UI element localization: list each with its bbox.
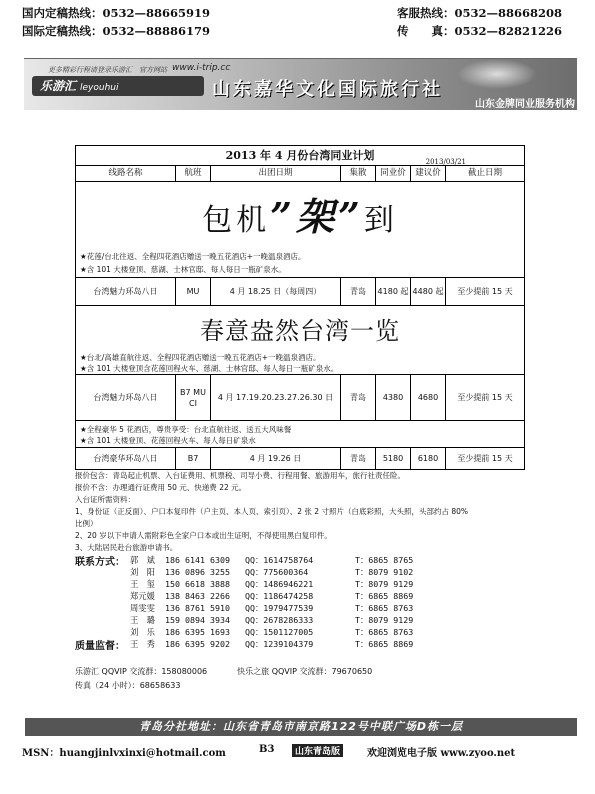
departure-date: 4 月 18.25 日（每周四）: [211, 278, 341, 305]
section3-note2: ★含 101 大楼登顶、花莲回程火车、每人每日矿泉水: [80, 436, 256, 445]
contacts-label: 联系方式：: [75, 557, 125, 568]
header-route: 线路名称: [76, 166, 176, 181]
info-line: 比例）: [75, 519, 98, 528]
qq-group-2: 快乐之旅 QQVIP 交流群：79670650: [237, 667, 373, 676]
gather-city: 青岛: [341, 375, 376, 420]
deadline: 至少提前 15 天: [457, 393, 513, 402]
leyouhui-logo: [32, 76, 204, 96]
suggest-price: 6180: [411, 448, 446, 469]
suggest-price: 4680: [411, 375, 446, 420]
contact-phone: 159 0894 3934: [165, 615, 230, 625]
contact-name: 王 玺: [130, 579, 155, 589]
suggest-price: 4480 起: [411, 278, 446, 305]
deadline: 至少提前 15 天: [457, 287, 513, 296]
international-hotline: 国际定稿热线：0532—88886179: [22, 24, 211, 38]
contact-tel: T：6865 8763: [355, 603, 414, 613]
banner-tagline: 更多精彩行程请登录乐游汇 官方网站: [48, 66, 167, 74]
msn-contact: MSN：huangjinlvxinxi@hotmail.com: [22, 748, 226, 759]
contact-name: 刘 阳: [130, 567, 155, 577]
contact-tel: T：6865 8763: [355, 627, 414, 637]
branch-address: 青岛分社地址：山东省青岛市南京路122号中联广场D栋一层: [25, 718, 577, 736]
hotlines: [22, 4, 577, 48]
banner-decoration: [457, 59, 537, 89]
section1-note2: ★含 101 大楼登顶、慈湖、士林官邸、每人每日一瓶矿泉水。: [80, 265, 286, 274]
welcome-text[interactable]: 欢迎浏览电子版 www.zyoo.net: [367, 748, 516, 759]
info-line: 3、大陆居民赴台旅游申请书。: [75, 543, 178, 552]
fax-24h: 传真（24 小时）：68658633: [75, 681, 181, 690]
gather-city: 青岛: [341, 278, 376, 305]
plan-title: [76, 146, 524, 166]
gather-city: 青岛: [341, 448, 376, 469]
contact-name: 郑元媛: [130, 591, 155, 601]
contact-tel: T：8079 9129: [355, 579, 414, 589]
contact-phone: 136 8761 5910: [165, 603, 230, 613]
table-row: [76, 278, 524, 306]
contact-qq: QQ：1979477539: [245, 603, 314, 613]
contact-phone: 138 8463 2266: [165, 591, 230, 601]
departure-date: 4 月 19.26 日: [211, 448, 341, 469]
section2-note1: ★台北/高雄直航往返、全程四花酒店赠送一晚五花酒店+一晚温泉酒店。: [80, 353, 321, 362]
header-suggest-price: 建议价: [411, 166, 446, 181]
header-trade-price: 同业价: [376, 166, 411, 181]
contact-phone: 136 0896 3255: [165, 567, 230, 577]
headline-spring: 春意盎然台湾一览: [200, 317, 400, 345]
trade-price: 4380: [376, 375, 411, 420]
edition-badge: 山东青岛版: [292, 744, 343, 757]
company-name: 山东嘉华文化国际旅行社: [212, 79, 443, 100]
header-date: 出团日期: [211, 166, 341, 181]
contact-name: 郭 斌: [130, 555, 155, 565]
logo-text-en: leyouhui: [80, 83, 119, 93]
headline-charter: [76, 186, 524, 241]
contact-tel: T：8079 9129: [355, 615, 414, 625]
contact-tel: T：8079 9102: [355, 567, 414, 577]
info-line: 1、身份证（正反面）、户口本复印件（户主页、本人页、索引页）、2 张 2 寸照片（白底彩照，大头照，头部约占 80%: [75, 507, 469, 516]
contact-qq: QQ：1239104379: [245, 639, 314, 649]
header-gather: 集散: [341, 166, 376, 181]
logo-text: 乐游汇: [40, 79, 77, 93]
contact-qq: QQ：1186474258: [245, 591, 314, 601]
plan-date: 2013/03/21: [425, 158, 466, 166]
contact-name: 王 璐: [130, 615, 155, 625]
website-link[interactable]: www.i-trip.cc: [172, 63, 231, 73]
contact-tel: T：6865 8869: [355, 639, 414, 649]
plan-table: [75, 145, 525, 470]
contact-phone: 150 6618 3888: [165, 579, 230, 589]
headline-charter-b: ”架”: [270, 194, 364, 239]
header-banner: [24, 58, 577, 110]
info-line: 2、20 岁以下申请人需附彩色全家户口本或出生证明，不得使用黑白复印件。: [75, 531, 332, 540]
table-header-row: [76, 166, 524, 182]
headline-charter-a: 包机: [202, 203, 271, 238]
qq-group-1: 乐游汇 QQVIP 交流群：158080006: [75, 667, 208, 676]
flight: B7 MU CI: [176, 375, 211, 420]
flight: MU: [176, 278, 211, 305]
headline-charter-c: 到: [363, 203, 398, 238]
page-number: B3: [259, 744, 275, 755]
section1-note1: ★花莲/台北往返、全程四花酒店赠送一晚五花酒店+一晚温泉酒店。: [80, 252, 306, 261]
info-line: 入台证所需资料：: [75, 495, 135, 504]
service-hotline: 客服热线：0532—88668208: [397, 6, 563, 20]
info-line: 报价包含：青岛起止机票、入台证费用、机票税、司导小费、行程用餐、旅游用车，旅行社责任险。: [75, 471, 405, 480]
contact-qq: QQ：1614758764: [245, 555, 314, 565]
table-row: [76, 448, 524, 469]
trade-price: 5180: [376, 448, 411, 469]
departure-date: 4 月 17.19.20.23.27.26.30 日: [211, 375, 341, 420]
route-name: 台湾魅力环岛八日: [76, 278, 176, 305]
plan-title-text: 2013 年 4 月份台湾同业计划: [225, 149, 375, 162]
section2-note2: ★含 101 大楼登顶含花莲回程火车、慈湖、士林官邸、每人每日一瓶矿泉水。: [80, 364, 339, 373]
banner-slogan: 山东金牌同业服务机构: [475, 99, 575, 110]
contact-phone: 186 6395 9202: [165, 639, 230, 649]
contact-name: 王 秀: [130, 639, 155, 649]
contact-tel: T：6865 8765: [355, 555, 414, 565]
table-row: [76, 375, 524, 421]
trade-price: 4180 起: [376, 278, 411, 305]
header-deadline: 截止日期: [467, 168, 502, 178]
fax-line: 传 真：0532—82821226: [397, 24, 563, 38]
contact-phone: 186 6141 6309: [165, 555, 230, 565]
flight: B7: [176, 448, 211, 469]
route-name: 台湾魅力环岛八日: [76, 375, 176, 420]
deadline: 至少提前 15 天: [457, 454, 513, 463]
contact-name: 周雯雯: [130, 603, 155, 613]
quality-label: 质量监督：: [75, 641, 125, 652]
contact-qq: QQ：2678286333: [245, 615, 314, 625]
bottom-bar: [22, 742, 577, 760]
info-line: 报价不含：办理通行证费用 50 元、快递费 22 元。: [75, 483, 247, 492]
price-info: [75, 470, 525, 554]
contact-qq: QQ：1501127005: [245, 627, 314, 637]
contact-qq: QQ：775600364: [245, 567, 309, 577]
section3-note1: ★全程豪华 5 花酒店，尊贵享受：台北直航往返、送五大风味餐: [80, 425, 292, 434]
route-name: 台湾豪华环岛八日: [76, 448, 176, 469]
contact-tel: T：6865 8869: [355, 591, 414, 601]
header-flight: 航班: [176, 166, 211, 181]
contact-qq: QQ：1486946221: [245, 579, 314, 589]
domestic-hotline: 国内定稿热线：0532—88665919: [22, 6, 211, 20]
contact-name: 刘 乐: [130, 627, 155, 637]
qq-groups: [75, 665, 372, 693]
contact-phone: 186 6395 1693: [165, 627, 230, 637]
